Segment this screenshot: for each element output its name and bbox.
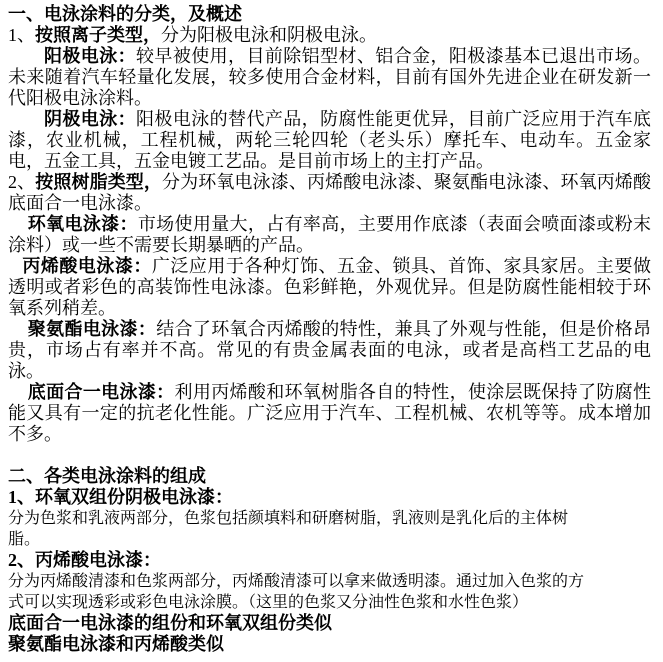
text-run: 分为丙烯酸清漆和色浆两部分，丙烯酸清漆可以拿来做透明漆。通过加入色浆的方式可以实现透彩或彩色电泳涂膜。（这里的色浆又分油性色浆和水性色浆） bbox=[8, 573, 585, 611]
item-ion-type bbox=[8, 25, 651, 46]
subheading-acrylic-composition bbox=[8, 550, 651, 571]
text-run: 1、 bbox=[8, 25, 35, 45]
para-epoxy-electrocoat bbox=[8, 214, 651, 256]
bold-text-run: 底面合一电泳漆： bbox=[27, 382, 175, 402]
text-run: 市场使用量大，占有率高，主要用作底漆（表面会喷面漆或粉末涂料）或一些不需要长期暴晒的产品。 bbox=[8, 214, 652, 255]
text-run: 分为环氧电泳漆、丙烯酸电泳漆、聚氨酯电泳漆、环氧丙烯酸底面合一电泳漆。 bbox=[8, 172, 652, 213]
subheading-epoxy-two-component bbox=[8, 487, 651, 508]
section2-heading bbox=[8, 466, 651, 487]
text-run: 阳极电泳的替代产品，防腐性能更优异，目前广泛应用于汽车底漆，农业机械，工程机械，两轮三轮四轮（老头乐）摩托车、电动车。五金家电，五金工具，五金电镀工艺品。是目前市场上的主打产品。 bbox=[8, 109, 651, 171]
item-resin-type bbox=[8, 172, 651, 214]
blank-line bbox=[8, 445, 651, 466]
bold-text-run: 环氧电泳漆： bbox=[27, 214, 138, 234]
text-run: 2、 bbox=[8, 172, 36, 192]
text-run: 2、 bbox=[8, 550, 35, 570]
bold-text-run: 聚氨酯电泳漆： bbox=[27, 319, 157, 339]
bold-text-run: 丙烯酸电泳漆： bbox=[22, 256, 152, 276]
note-primer-topcoat-similar bbox=[8, 613, 651, 634]
para-epoxy-composition bbox=[8, 508, 586, 550]
bold-text-run: 二、各类电泳涂料的组成 bbox=[8, 466, 206, 486]
text-run: 分为阳极电泳和阴极电泳。 bbox=[161, 25, 377, 45]
text-run: 结合了环氧合丙烯酸的特性，兼具了外观与性能，但是价格昂贵，市场占有率并不高。常见的有贵金属表面的电泳，或者是高档工艺品的电泳。 bbox=[8, 319, 652, 381]
bold-text-run: 按照离子类型， bbox=[35, 25, 161, 45]
para-cathode-electrocoat bbox=[8, 109, 651, 172]
bold-text-run: 底面合一电泳漆的组份和环氧双组份类似 bbox=[8, 613, 332, 633]
para-anode-electrocoat bbox=[8, 46, 651, 109]
para-acrylic-composition bbox=[8, 571, 586, 613]
bold-text-run: 阴极电泳： bbox=[44, 109, 137, 129]
note-polyurethane-similar bbox=[8, 634, 651, 655]
bold-text-run: 按照树脂类型， bbox=[35, 172, 163, 192]
text-run: 利用丙烯酸和环氧树脂各自的特性，使涂层既保持了防腐性能又具有一定的抗老化性能。广泛应用于汽车、工程机械、农机等等。成本增加不多。 bbox=[8, 382, 652, 444]
para-acrylic-electrocoat bbox=[8, 256, 651, 319]
bold-text-run: 聚氨酯电泳漆和丙烯酸类似 bbox=[8, 634, 224, 654]
text-run: 较早被使用，目前除铝型材、铝合金，阳极漆基本已退出市场。未来随着汽车轻量化发展，较多使用合金材料，目前有国外先进企业在研发新一代阳极电泳涂料。 bbox=[8, 46, 651, 108]
bold-text-run: 丙烯酸电泳漆： bbox=[35, 550, 161, 570]
bold-text-run: 1、环氧双组份阴极电泳漆： bbox=[8, 487, 233, 507]
bold-text-run: 一、电泳涂料的分类，及概述 bbox=[8, 4, 242, 24]
text-run: 广泛应用于各种灯饰、五金、锁具、首饰、家具家居。主要做透明或者彩色的高装饰性电泳漆。色彩鲜艳，外观优异。但是防腐性能相较于环氧系列稍差。 bbox=[8, 256, 652, 318]
para-primer-topcoat-electrocoat bbox=[8, 382, 651, 445]
text-run: 分为色浆和乳液两部分，色浆包括颜填料和研磨树脂，乳液则是乳化后的主体树脂。 bbox=[8, 510, 569, 548]
bold-text-run: 阳极电泳： bbox=[44, 46, 137, 66]
section1-heading bbox=[8, 4, 651, 25]
para-polyurethane-electrocoat bbox=[8, 319, 651, 382]
